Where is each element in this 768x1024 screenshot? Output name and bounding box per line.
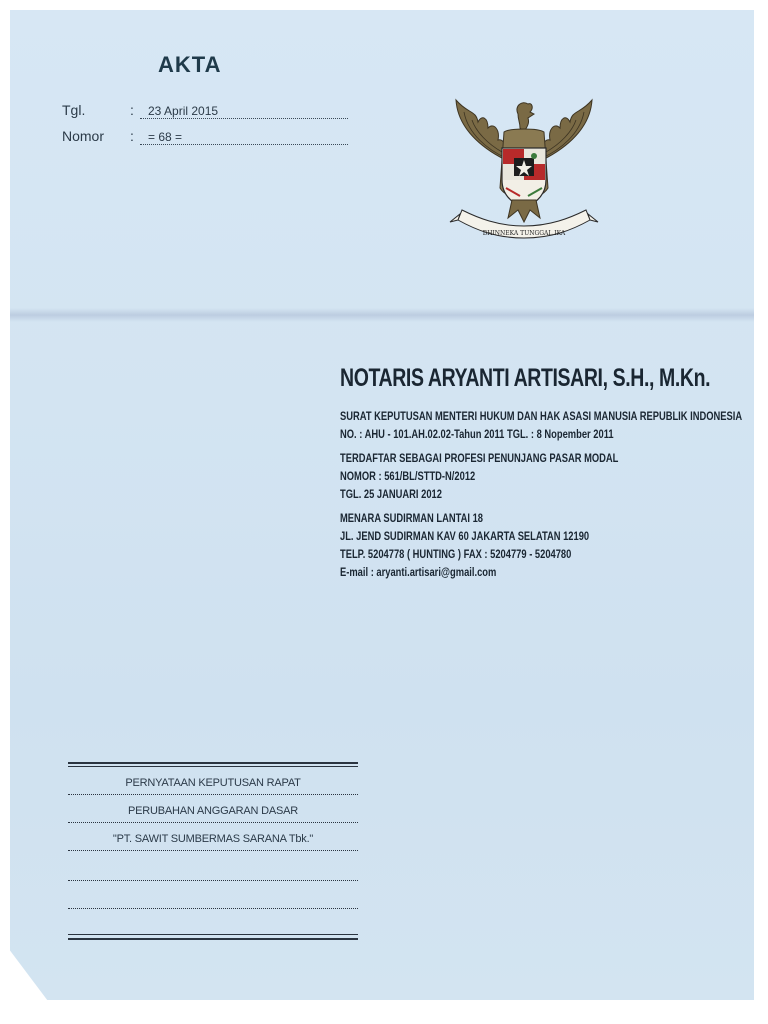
subject-line-5 (68, 886, 358, 909)
document-title: AKTA (158, 52, 222, 77)
emblem-motto: BHINNEKA TUNGGAL IKA (482, 230, 566, 237)
date-row (62, 102, 348, 119)
box-top-rule-thin (68, 766, 358, 767)
registration-line-1: TERDAFTAR SEBAGAI PROFESI PENUNJANG PASAR MODAL (340, 451, 619, 465)
subject-line-2: PERUBAHAN ANGGARAN DASAR (68, 800, 358, 823)
number-value: = 68 = (140, 130, 348, 145)
deed-subject-box (68, 762, 358, 942)
notary-block (340, 364, 743, 581)
number-colon: : (130, 128, 134, 144)
registration-line-2: NOMOR : 561/BL/STTD-N/2012 (340, 469, 476, 483)
address-line-1: MENARA SUDIRMAN LANTAI 18 (340, 511, 484, 525)
box-bottom-rule-thin (68, 934, 358, 935)
notary-name: NOTARIS ARYANTI ARTISARI, S.H., M.Kn. (340, 364, 711, 392)
decree-line-1: SURAT KEPUTUSAN MENTERI HUKUM DAN HAK ASASI MANUSIA REPUBLIK INDONESIA (340, 409, 743, 423)
garuda-emblem-icon (448, 92, 600, 252)
box-top-rule (68, 762, 358, 764)
date-colon: : (130, 102, 134, 118)
subject-line-4 (68, 858, 358, 881)
subject-line-3: "PT. SAWIT SUMBERMAS SARANA Tbk." (68, 828, 358, 851)
date-label: Tgl. (62, 102, 86, 118)
number-row (62, 128, 348, 145)
email-line: E-mail : aryanti.artisari@gmail.com (340, 565, 497, 579)
number-label: Nomor (62, 128, 105, 144)
phone-fax-line: TELP. 5204778 ( HUNTING ) FAX : 5204779 - 5204780 (340, 547, 572, 561)
date-value: 23 April 2015 (140, 104, 348, 119)
address-line-2: JL. JEND SUDIRMAN KAV 60 JAKARTA SELATAN 12190 (340, 529, 590, 543)
subject-line-1: PERNYATAAN KEPUTUSAN RAPAT (68, 772, 358, 795)
box-bottom-rule (68, 938, 358, 940)
paper-fold-crease (10, 308, 754, 322)
registration-line-3: TGL. 25 JANUARI 2012 (340, 487, 442, 501)
decree-line-2: NO. : AHU - 101.AH.02.02-Tahun 2011 TGL. : 8 Nopember 2011 (340, 427, 614, 441)
